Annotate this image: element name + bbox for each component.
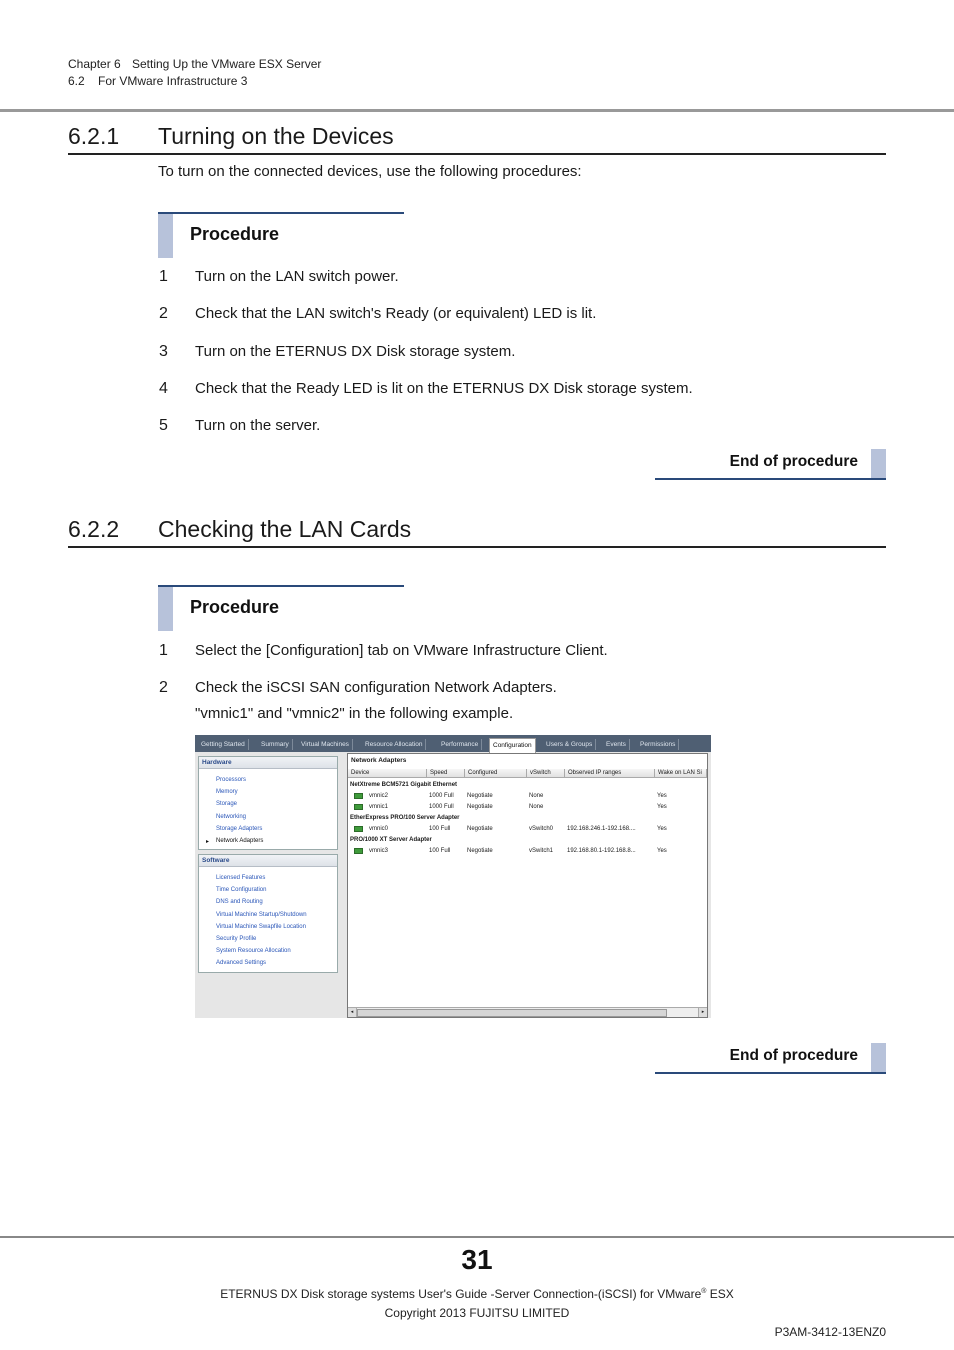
row-wol: Yes — [657, 793, 667, 799]
tab-configuration[interactable]: Configuration — [489, 738, 536, 753]
nav-networking[interactable]: Networking — [216, 814, 247, 820]
procedure-label: Procedure — [190, 597, 280, 617]
horizontal-scrollbar[interactable] — [348, 1007, 707, 1017]
tab-summary[interactable]: Summary — [258, 739, 293, 750]
tab-getting-started[interactable]: Getting Started — [198, 739, 249, 750]
section-heading-6-2-1: 6.2.1 Turning on the Devices — [68, 123, 886, 155]
vi-client-screenshot — [195, 735, 711, 1018]
nic-icon — [354, 826, 363, 832]
nic-icon — [354, 793, 363, 799]
footer-title: ETERNUS DX Disk storage systems User's Guide -Server Connection-(iSCSI) for VMware® ESX — [220, 1287, 734, 1301]
tab-events[interactable]: Events — [603, 739, 630, 750]
step-number: 1 — [159, 642, 168, 659]
step-text: Check that the LAN switch's Ready (or equivalent) LED is lit. — [195, 305, 597, 322]
section-intro: To turn on the connected devices, use the following procedures: — [158, 163, 582, 180]
row-configured: Negotiate — [467, 826, 493, 832]
nav-storage[interactable]: Storage — [216, 801, 238, 807]
hardware-panel — [198, 756, 338, 850]
row-wol: Yes — [657, 804, 667, 810]
tab-users-groups[interactable]: Users & Groups — [543, 739, 596, 750]
col-device[interactable]: Device — [348, 769, 427, 778]
step-text: Check that the Ready LED is lit on the ETERNUS DX Disk storage system. — [195, 380, 693, 397]
row-wol: Yes — [657, 848, 667, 854]
nav-licensed-features[interactable]: Licensed Features — [216, 875, 266, 881]
procedure-bar — [158, 214, 173, 258]
scroll-thumb[interactable] — [357, 1009, 667, 1017]
procedure-box — [158, 212, 404, 258]
end-of-procedure-bar — [871, 449, 886, 478]
step-text: Select the [Configuration] tab on VMware Infrastructure Client. — [195, 642, 608, 659]
software-title: Software — [199, 855, 337, 867]
col-vswitch[interactable]: vSwitch — [527, 769, 565, 778]
network-adapters-panel — [347, 753, 708, 1018]
row-observed-ip: 192.168.80.1-192.168.8... — [567, 848, 636, 854]
row-configured: Negotiate — [467, 848, 493, 854]
nav-memory[interactable]: Memory — [216, 789, 238, 795]
tab-bar — [195, 735, 711, 752]
footer-doc-code: P3AM-3412-13ENZ0 — [774, 1325, 886, 1339]
end-of-procedure: End of procedure — [655, 1043, 886, 1074]
selected-arrow-icon: ▸ — [206, 839, 210, 845]
row-device[interactable]: vmnic3 — [369, 848, 389, 854]
network-adapters-title: Network Adapters — [351, 757, 407, 764]
row-configured: Negotiate — [467, 793, 493, 799]
running-header-chapter: Chapter 6 Setting Up the VMware ESX Server — [68, 57, 322, 71]
nav-security-profile[interactable]: Security Profile — [216, 936, 257, 942]
nav-vm-startup-shutdown[interactable]: Virtual Machine Startup/Shutdown — [216, 912, 307, 918]
scroll-right-icon[interactable]: ▸ — [698, 1008, 707, 1017]
col-configured[interactable]: Configured — [465, 769, 527, 778]
tab-virtual-machines[interactable]: Virtual Machines — [298, 739, 353, 750]
nav-storage-adapters[interactable]: Storage Adapters — [216, 826, 263, 832]
tab-permissions[interactable]: Permissions — [637, 739, 679, 750]
step-number: 2 — [159, 305, 168, 322]
running-header-section: 6.2 For VMware Infrastructure 3 — [68, 74, 248, 88]
footer-divider — [0, 1236, 954, 1238]
row-speed: 100 Full — [429, 848, 451, 854]
step-text: Check the iSCSI SAN configuration Network Adapters. — [195, 679, 557, 696]
nav-processors[interactable]: Processors — [216, 777, 247, 783]
page-number: 31 — [461, 1244, 493, 1275]
tab-performance[interactable]: Performance — [438, 739, 482, 750]
adapter-group: PRO/1000 XT Server Adapter — [350, 837, 432, 843]
col-speed[interactable]: Speed — [427, 769, 465, 778]
end-of-procedure-bar — [871, 1043, 886, 1072]
row-configured: Negotiate — [467, 804, 493, 810]
procedure-label: Procedure — [190, 224, 280, 244]
row-device[interactable]: vmnic2 — [369, 793, 389, 799]
step-number: 5 — [159, 417, 168, 434]
header-divider — [0, 109, 954, 112]
step-text: Turn on the LAN switch power. — [195, 268, 399, 285]
step-text: Turn on the server. — [195, 417, 321, 434]
row-observed-ip: 192.168.246.1-192.168.... — [567, 826, 636, 832]
step-number: 4 — [159, 380, 168, 397]
adapter-group: NetXtreme BCM5721 Gigabit Ethernet — [350, 782, 458, 788]
nav-dns-routing[interactable]: DNS and Routing — [216, 899, 263, 905]
col-observed-ip[interactable]: Observed IP ranges — [565, 769, 655, 778]
row-wol: Yes — [657, 826, 667, 832]
row-vswitch: vSwitch0 — [529, 826, 554, 832]
nav-system-resource-allocation[interactable]: System Resource Allocation — [216, 948, 291, 954]
section-heading-6-2-2: 6.2.2 Checking the LAN Cards — [68, 516, 886, 548]
row-speed: 1000 Full — [429, 793, 454, 799]
nic-icon — [354, 848, 363, 854]
row-vswitch: None — [529, 804, 544, 810]
scroll-left-icon[interactable]: ◂ — [348, 1008, 357, 1017]
tab-resource-allocation[interactable]: Resource Allocation — [362, 739, 426, 750]
hardware-title: Hardware — [199, 757, 337, 769]
nav-network-adapters[interactable]: Network Adapters — [216, 838, 264, 844]
step-number: 3 — [159, 343, 168, 360]
nav-vm-swapfile-location[interactable]: Virtual Machine Swapfile Location — [216, 924, 306, 930]
step-number: 2 — [159, 679, 168, 696]
row-vswitch: vSwitch1 — [529, 848, 554, 854]
row-speed: 100 Full — [429, 826, 451, 832]
nav-time-configuration[interactable]: Time Configuration — [216, 887, 267, 893]
row-device[interactable]: vmnic1 — [369, 804, 389, 810]
footer-copyright: Copyright 2013 FUJITSU LIMITED — [384, 1306, 570, 1320]
procedure-box — [158, 585, 404, 631]
end-of-procedure: End of procedure — [655, 449, 886, 480]
software-panel — [198, 854, 338, 973]
row-device[interactable]: vmnic0 — [369, 826, 389, 832]
col-wake-on-lan[interactable]: Wake on LAN Si — [655, 769, 707, 778]
row-speed: 1000 Full — [429, 804, 454, 810]
nic-icon — [354, 804, 363, 810]
step-subtext: "vmnic1" and "vmnic2" in the following example. — [195, 705, 514, 722]
adapter-group: EtherExpress PRO/100 Server Adapter — [350, 815, 460, 821]
procedure-bar — [158, 587, 173, 631]
step-number: 1 — [159, 268, 168, 285]
row-vswitch: None — [529, 793, 544, 799]
step-text: Turn on the ETERNUS DX Disk storage system. — [195, 343, 516, 360]
nav-advanced-settings[interactable]: Advanced Settings — [216, 960, 267, 966]
